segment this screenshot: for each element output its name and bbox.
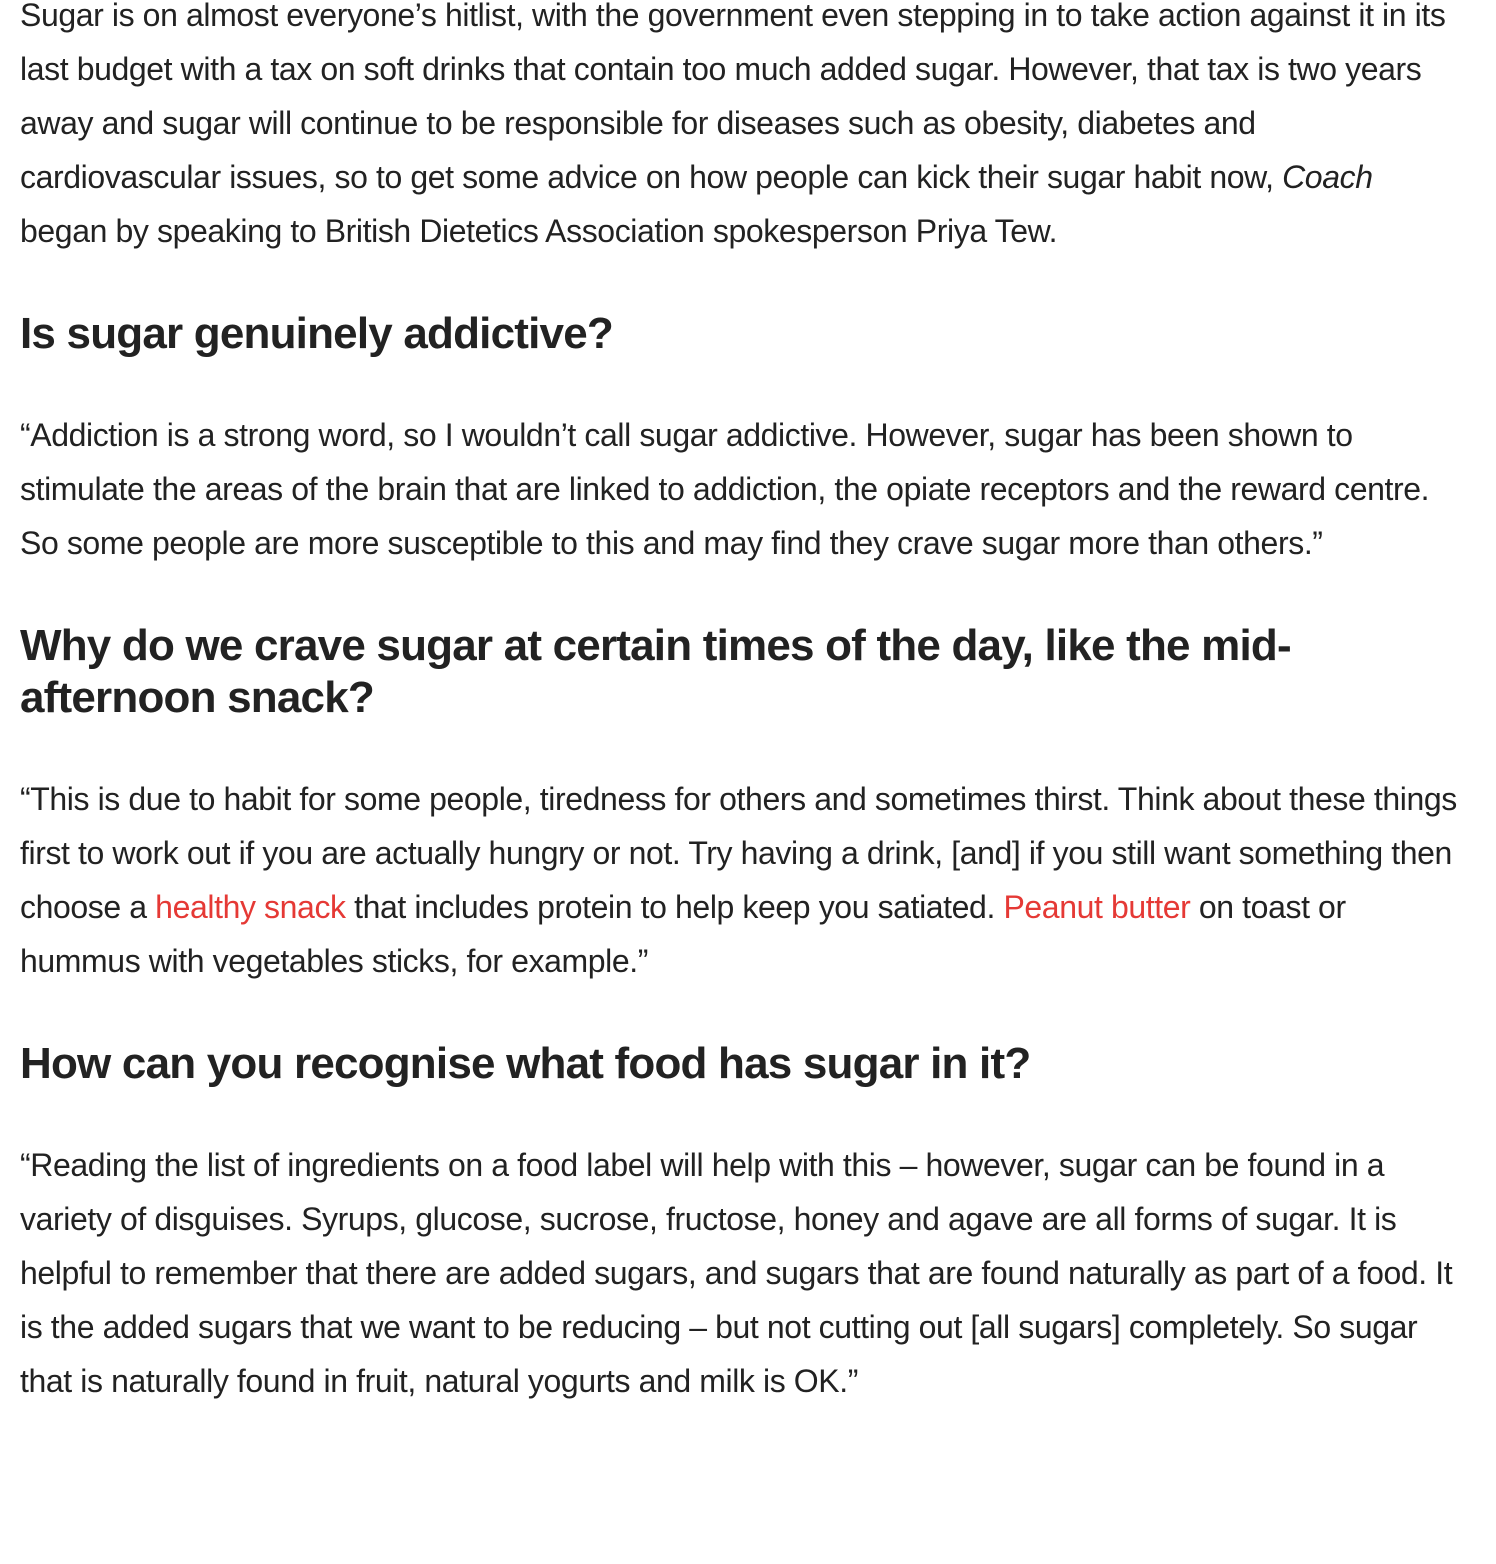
section-heading-cravings: Why do we crave sugar at certain times of the day, like the mid-afternoon snack? (20, 621, 1291, 722)
cravings-text-part2: that includes protein to help keep you satiated. (345, 889, 1004, 925)
section-body-addictive: “Addiction is a strong word, so I wouldn’t call sugar addictive. However, sugar has been shown to stimulate the areas of the brain that are linked to addiction, the opiate receptors and the reward centre. So some people are more susceptible to this and may find they crave sugar more than others.” (20, 417, 1430, 561)
section-heading-addictive: Is sugar genuinely addictive? (20, 309, 613, 358)
cravings-text-part1: “This is due to habit for some people, tiredness for others and sometimes thirst. Think about these things first to work out if you are actually hungry or not. Try having a drink, [and] if you still want something then choose a (20, 781, 1457, 925)
article-body (20, 0, 1460, 1458)
peanut-butter-link[interactable]: Peanut butter (1003, 889, 1191, 925)
publication-name: Coach (1282, 159, 1373, 195)
section-heading-recognise: How can you recognise what food has sugar in it? (20, 1039, 1031, 1088)
section-body-cravings (20, 772, 1460, 988)
cravings-text-part3: on toast or hummus with vegetables sticks, for example.” (20, 889, 1346, 979)
healthy-snack-link[interactable]: healthy snack (155, 889, 346, 925)
intro-text-part1: Sugar is on almost everyone’s hitlist, with the government even stepping in to take action against it in its last budget with a tax on soft drinks that contain too much added sugar. However, that tax is two years away and sugar will continue to be responsible for diseases such as obesity, diabetes and cardiovascular issues, so to get some advice on how people can kick their sugar habit now, (20, 0, 1446, 195)
section-body-recognise: “Reading the list of ingredients on a food label will help with this – however, sugar can be found in a variety of disguises. Syrups, glucose, sucrose, fructose, honey and agave are all forms of sugar. It is helpful to remember that there are added sugars, and sugars that are found naturally as part of a food. It is the added sugars that we want to be reducing – but not cutting out [all sugars] completely. So sugar that is naturally found in fruit, natural yogurts and milk is OK.” (20, 1147, 1453, 1399)
intro-paragraph (20, 0, 1460, 258)
intro-text-part2: began by speaking to British Dietetics Association spokesperson Priya Tew. (20, 213, 1058, 249)
